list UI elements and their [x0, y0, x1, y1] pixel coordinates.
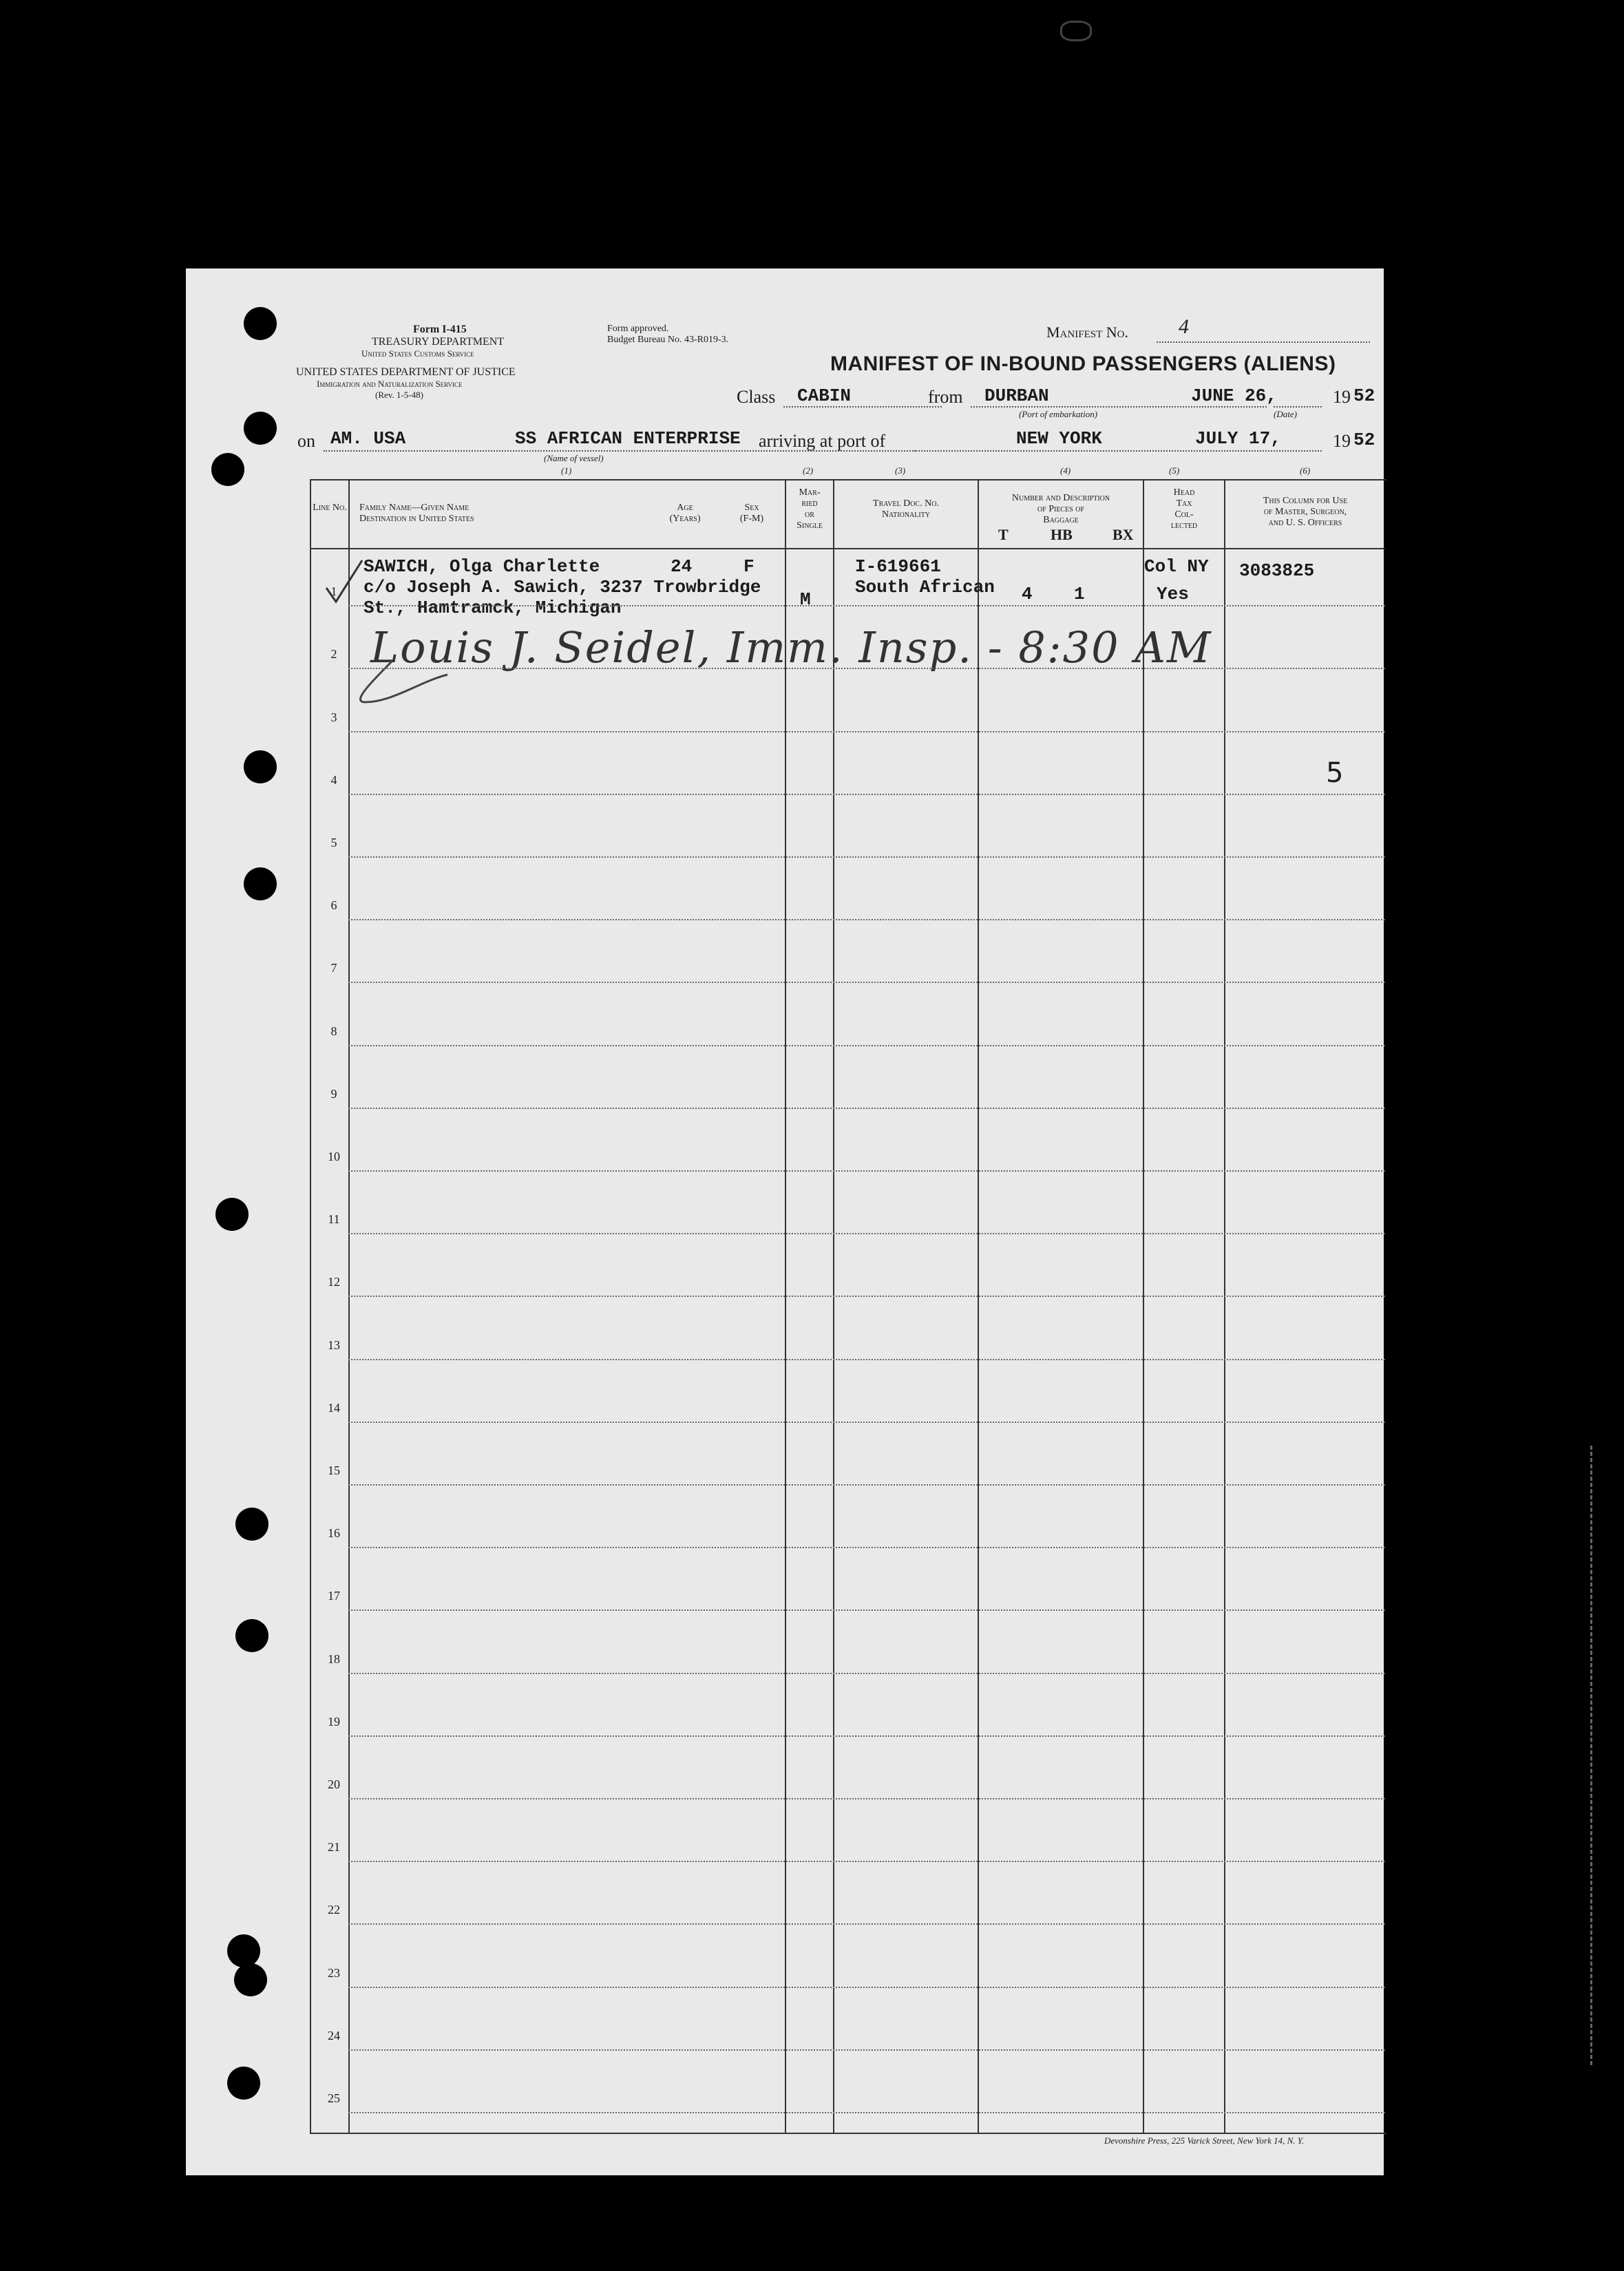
justice-dept: UNITED STATES DEPARTMENT OF JUSTICE — [296, 366, 516, 378]
col-num-1: (1) — [561, 465, 572, 476]
row-number: 20 — [328, 1777, 340, 1791]
arrival-port: NEW YORK — [1016, 428, 1102, 449]
inspector-signature: Louis J. Seidel, Imm. Insp. - 8:30 AM — [370, 622, 1212, 673]
passenger-name: SAWICH, Olga Charlette — [363, 556, 600, 577]
col-num-4: (4) — [1060, 465, 1071, 476]
vessel-caption: (Name of vessel) — [544, 453, 604, 463]
manifest-no-line — [1157, 341, 1370, 343]
signature-flourish — [351, 654, 503, 709]
col-num-3: (3) — [895, 465, 906, 476]
table-row — [348, 1861, 1385, 1862]
col-header-line: Line No. — [313, 503, 347, 513]
passenger-address-1: c/o Joseph A. Sawich, 3237 Trowbridge — [363, 577, 761, 598]
table-row — [348, 794, 1385, 795]
punch-hole — [215, 1198, 249, 1231]
row-number: 6 — [330, 898, 337, 913]
row-number: 8 — [330, 1024, 337, 1038]
date-caption: (Date) — [1274, 409, 1297, 419]
arrival-date: JULY 17, — [1195, 428, 1281, 449]
table-row — [348, 1923, 1385, 1925]
table-row — [348, 1296, 1385, 1297]
table-row — [348, 1547, 1385, 1548]
table-row — [348, 1673, 1385, 1674]
punch-hole — [227, 1934, 260, 1967]
manifest-page — [186, 268, 1384, 2175]
table-row — [348, 1108, 1385, 1109]
scan-mark — [1060, 21, 1092, 41]
table-row — [348, 668, 1385, 669]
on-label: on — [297, 431, 315, 451]
punch-hole — [234, 1963, 267, 1996]
row-number: 13 — [328, 1338, 340, 1352]
passenger-nationality: South African — [855, 577, 995, 598]
embark-date: JUNE 26, — [1191, 385, 1277, 406]
form-revision: (Rev. 1-5-48) — [375, 390, 423, 400]
from-value: DURBAN — [984, 385, 1049, 406]
row-number: 2 — [330, 647, 337, 662]
arriving-label: arriving at port of — [759, 431, 886, 451]
date-line — [1274, 406, 1322, 408]
year-prefix-2: 19 — [1333, 431, 1351, 451]
passenger-bag-t: 4 — [1022, 584, 1033, 604]
col-header-bag-bx: BX — [1112, 526, 1134, 543]
col-divider — [1143, 479, 1144, 2133]
row-number: 17 — [328, 1589, 340, 1603]
port-embark-caption: (Port of embarkation) — [1019, 409, 1098, 419]
row-number: 24 — [328, 2028, 340, 2042]
table-row — [348, 1045, 1385, 1046]
row-number: 16 — [328, 1526, 340, 1541]
row-number: 25 — [328, 2091, 340, 2105]
row-number: 7 — [330, 961, 337, 975]
row-number: 3 — [330, 710, 337, 724]
col-header-bag-t: T — [998, 526, 1009, 543]
row-number: 14 — [328, 1400, 340, 1415]
class-line — [783, 406, 942, 408]
table-row — [348, 1233, 1385, 1234]
passenger-officer-no: 3083825 — [1239, 560, 1315, 581]
table-row — [348, 982, 1385, 983]
table-row — [348, 1422, 1385, 1423]
row-number: 11 — [328, 1212, 340, 1227]
col-header-baggage: Number and Description of Pieces of Baggage — [1011, 493, 1110, 525]
punch-hole — [244, 867, 277, 900]
class-value: CABIN — [797, 385, 852, 406]
col-num-6: (6) — [1300, 465, 1311, 476]
table-row — [348, 1735, 1385, 1737]
arrival-line — [916, 450, 1322, 452]
col-header-bag-hb: HB — [1051, 526, 1073, 543]
row-number: 18 — [328, 1651, 340, 1666]
passenger-address-2: St., Hamtramck, Michigan — [363, 598, 622, 618]
table-row — [348, 1798, 1385, 1799]
table-row — [348, 605, 1385, 606]
vessel-line-2: SS AFRICAN ENTERPRISE — [515, 428, 741, 449]
punch-hole — [235, 1619, 268, 1652]
class-label: Class — [737, 387, 776, 407]
from-label: from — [928, 387, 963, 407]
passenger-age: 24 — [671, 556, 693, 577]
col-header-head-tax: Head Tax Col- lected — [1170, 487, 1198, 531]
row-number: 10 — [328, 1150, 340, 1163]
table-row — [348, 856, 1385, 858]
year-1: 52 — [1353, 385, 1375, 406]
passenger-travel-doc: I-619661 — [855, 556, 941, 577]
col-header-name: Family Name—Given Name Destination in United States — [359, 503, 474, 524]
col-divider — [833, 479, 834, 2133]
col-divider — [978, 479, 979, 2133]
row-number: 5 — [330, 836, 337, 849]
col-divider — [348, 479, 350, 2133]
passenger-bag-hb: 1 — [1074, 584, 1085, 604]
passenger-head-tax-1: Col NY — [1144, 556, 1209, 577]
table-row — [348, 1170, 1385, 1172]
from-line — [971, 406, 1267, 408]
col-num-2: (2) — [803, 465, 814, 476]
punch-hole — [211, 453, 244, 486]
scan-edge-marks — [1590, 1446, 1599, 2065]
col-header-age: Age (Years) — [669, 503, 701, 524]
table-row — [348, 919, 1385, 920]
printer-footer: Devonshire Press, 225 Varick Street, New York 14, N. Y. — [1104, 2135, 1305, 2146]
manifest-no-value: 4 — [1179, 315, 1189, 338]
col-divider — [1224, 479, 1225, 2133]
table-row — [348, 1609, 1385, 1611]
table-row — [348, 2049, 1385, 2051]
row-number: 4 — [330, 772, 337, 787]
margin-number: 5 — [1326, 757, 1344, 789]
treasury-dept: TREASURY DEPARTMENT — [372, 336, 505, 348]
col-header-sex: Sex (F-M) — [739, 503, 764, 524]
row-number: 19 — [328, 1714, 340, 1729]
passenger-head-tax-2: Yes — [1157, 584, 1189, 604]
table-row — [348, 2112, 1385, 2113]
table-row — [348, 1359, 1385, 1360]
row-number: 12 — [328, 1275, 340, 1289]
form-number: Form I-415 — [413, 324, 467, 335]
punch-hole — [244, 412, 277, 445]
row-number: 15 — [328, 1464, 340, 1477]
budget-bureau: Budget Bureau No. 43-R019-3. — [607, 335, 729, 345]
table-row — [348, 1987, 1385, 1988]
table-row — [348, 1484, 1385, 1486]
form-approved: Form approved. — [607, 324, 669, 334]
col-header-married: Mar- ried or Single — [797, 487, 823, 531]
col-divider — [785, 479, 786, 2133]
page-title: MANIFEST OF IN-BOUND PASSENGERS (ALIENS) — [830, 352, 1336, 375]
row-number: 9 — [330, 1086, 337, 1101]
table-row — [348, 731, 1385, 732]
year-2: 52 — [1353, 430, 1375, 450]
col-header-officers: This Column for Use of Master, Surgeon, and U. S. Officers — [1263, 496, 1348, 528]
row-number: 22 — [328, 1903, 340, 1917]
passenger-married: M — [800, 589, 811, 610]
ins-service: Immigration and Naturalization Service — [317, 379, 463, 389]
year-prefix-1: 19 — [1333, 387, 1351, 407]
row-number: 21 — [328, 1840, 340, 1855]
col-num-5: (5) — [1169, 465, 1180, 476]
punch-hole — [244, 750, 277, 783]
punch-hole — [235, 1508, 268, 1541]
passenger-sex: F — [744, 556, 755, 577]
punch-hole — [244, 307, 277, 340]
customs-service: United States Customs Service — [361, 348, 474, 359]
row-number: 1 — [330, 584, 337, 599]
col-header-travel: Travel Doc. No. Nationality — [873, 498, 939, 520]
punch-hole — [227, 2067, 260, 2100]
row-number: 23 — [328, 1965, 340, 1980]
vessel-line-1: AM. USA — [330, 428, 406, 449]
manifest-no-label: Manifest No. — [1046, 324, 1128, 341]
